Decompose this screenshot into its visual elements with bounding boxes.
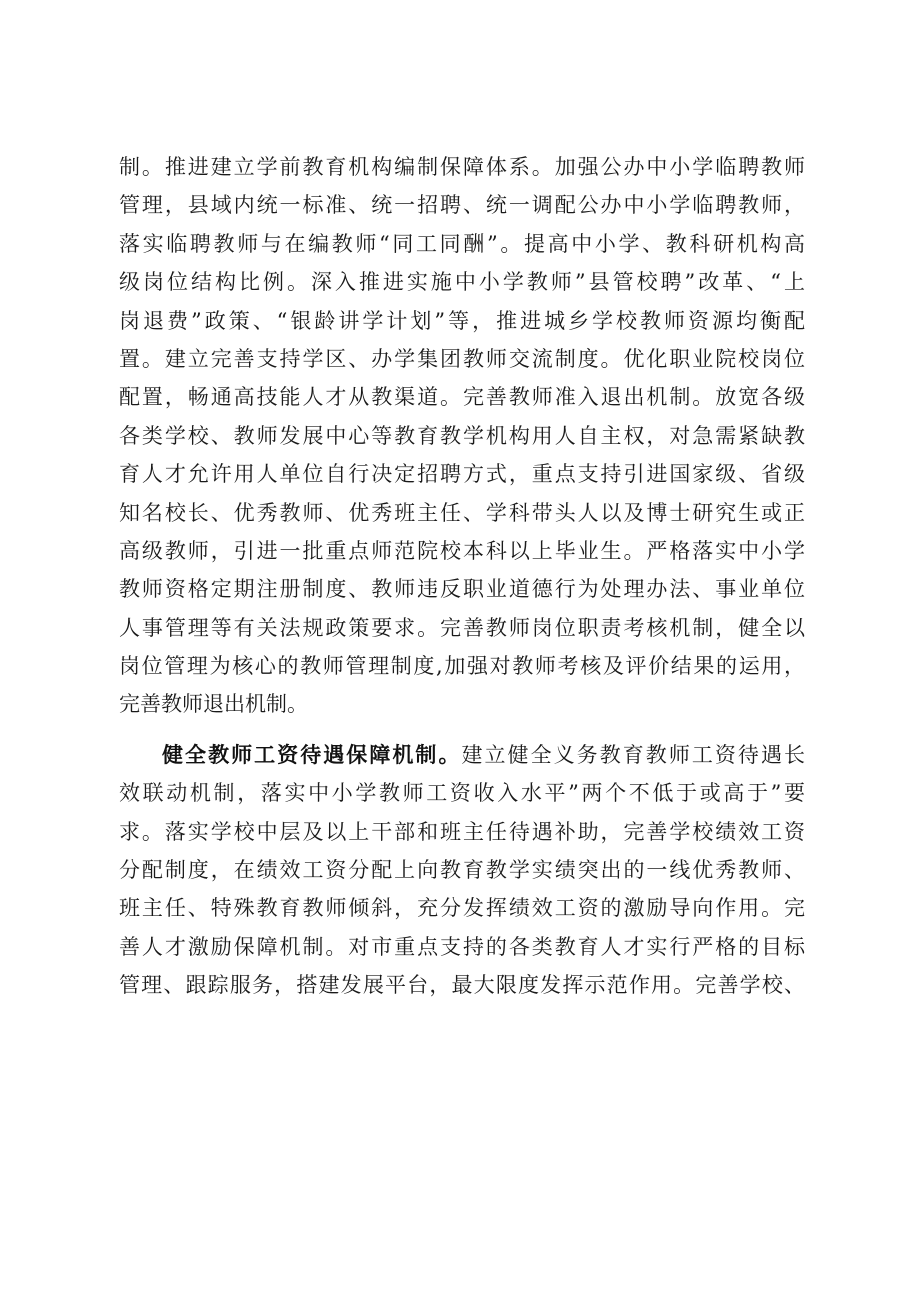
text-line: 分配制度，在绩效工资分配上向教育教学实绩突出的一线优秀教师、 (119, 858, 805, 883)
text-line: 育人才允许用人单位自行决定招聘方式，重点支持引进国家级、省级 (119, 462, 805, 487)
text-line: 人事管理等有关法规政策要求。完善教师岗位职责考核机制，健全以 (119, 615, 805, 640)
text-line: 班主任、特殊教育教师倾斜，充分发挥绩效工资的激励导向作用。完 (119, 896, 805, 921)
paragraph-2 (119, 736, 805, 1005)
text-line: 善人才激励保障机制。对市重点支持的各类教育人才实行严格的目标 (119, 934, 805, 959)
text-line: 级岗位结构比例。深入推进实施中小学教师”县管校聘”改革、“上 (119, 270, 805, 295)
text-line: 高级教师，引进一批重点师范院校本科以上毕业生。严格落实中小学 (119, 538, 805, 563)
document-body (119, 148, 805, 1005)
text-line: 教师资格定期注册制度、教师违反职业道德行为处理办法、事业单位 (119, 577, 805, 602)
text-line-with-heading (119, 736, 805, 774)
text-line: 制。推进建立学前教育机构编制保障体系。加强公办中小学临聘教师 (119, 155, 805, 179)
text-line: 管理、跟踪服务，搭建发展平台，最大限度发挥示范作用。完善学校、 (119, 973, 805, 998)
text-line: 完善教师退出机制。 (119, 692, 308, 717)
text-line: 配置，畅通高技能人才从教渠道。完善教师准入退出机制。放宽各级 (119, 385, 805, 410)
heading-line-rest: 建立健全义务教育教师工资待遇长 (461, 742, 806, 767)
text-line: 各类学校、教师发展中心等教育教学机构用人自主权，对急需紧缺教 (119, 423, 805, 448)
text-line: 效联动机制，落实中小学教师工资收入水平”两个不低于或高于”要 (119, 781, 805, 806)
paragraph-gap (119, 724, 805, 736)
text-line: 岗退费”政策、“银龄讲学计划”等，推进城乡学校教师资源均衡配 (119, 308, 805, 333)
paragraph-1 (119, 148, 805, 724)
text-line: 知名校长、优秀教师、优秀班主任、学科带头人以及博士研究生或正 (119, 500, 805, 525)
text-line: 落实临聘教师与在编教师“同工同酬”。提高中小学、教科研机构高 (119, 231, 805, 256)
text-line: 岗位管理为核心的教师管理制度,加强对教师考核及评价结果的运用， (119, 654, 805, 679)
text-line: 求。落实学校中层及以上干部和班主任待遇补助，完善学校绩效工资 (119, 819, 805, 844)
section-heading: 健全教师工资待遇保障机制。 (162, 742, 462, 767)
text-line: 管理，县域内统一标准、统一招聘、统一调配公办中小学临聘教师， (119, 193, 805, 218)
text-line: 置。建立完善支持学区、办学集团教师交流制度。优化职业院校岗位 (119, 346, 805, 371)
